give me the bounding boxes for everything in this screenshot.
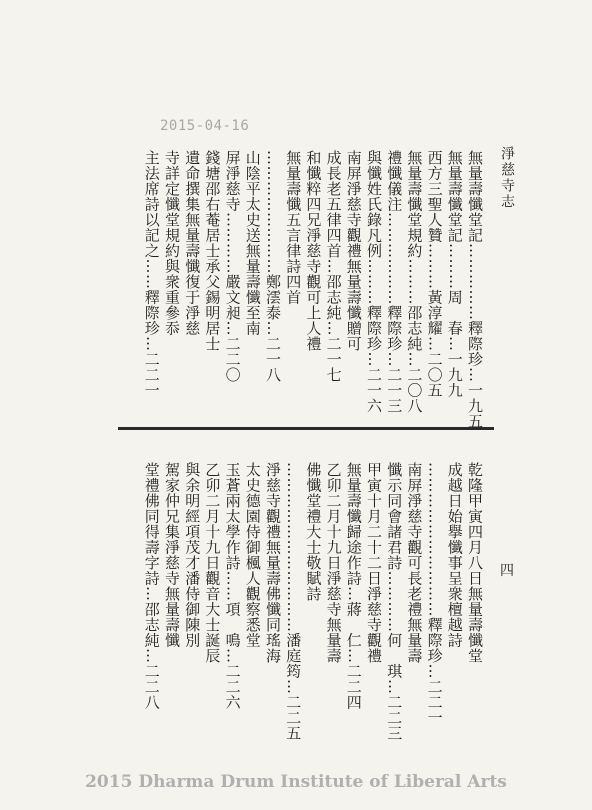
toc-entry-column: 駕家仲兄集淨慈寺無量壽懺 (163, 462, 181, 648)
toc-entry-column: ……………………………潘庭筠…二二五 (284, 462, 303, 741)
page-number: 四 (500, 563, 514, 579)
toc-entry-column: 成長老五律四首…邵志純…二一七 (324, 150, 343, 383)
toc-entry-column: 無量壽懺歸途作詩…蔣 仁…二二四 (344, 462, 363, 710)
toc-entry-column: 山陰平太史送無量壽懺至南 (243, 150, 262, 336)
toc-entry-column: 淨慈寺觀禮無量壽佛懺同瑤海 (264, 462, 282, 664)
toc-entry-column: 乾隆甲寅四月八日無量壽懺堂 (466, 462, 484, 664)
page-header-title: 淨慈寺志 (499, 146, 515, 210)
toc-entry-column: 和懺粹四兄淨慈寺觀可上人禮 (304, 150, 323, 352)
toc-entry-column: ……………………鄭澐泰…二一八 (264, 150, 282, 383)
toc-entry-column: 太史德園侍御楓人觀察悉堂 (243, 462, 262, 648)
toc-entry-column: 錢塘邵右菴居士承父錫明居士 (203, 150, 222, 352)
section-divider (118, 427, 494, 430)
toc-entry-column: 禮懺儀注………………釋際珍…二一三 (385, 150, 404, 414)
toc-entry-column: 寺詳定懺堂規約與衆重參忝 (163, 150, 181, 336)
toc-entry-column: 無量壽懺堂記………周 春…一九九 (445, 150, 464, 398)
toc-entry-column: 懺示同會諸君詩…………何 琪…二二三 (385, 462, 404, 741)
toc-entry-column: 成越日始擧懺事呈衆檀越詩 (445, 462, 464, 648)
toc-entry-column: 乙卯二月十九日淨慈寺無量壽 (324, 462, 343, 664)
watermark-footer: 2015 Dharma Drum Institute of Liberal Arts (85, 772, 507, 792)
toc-entry-column: 無量壽懺堂記……………釋際珍…一九五 (466, 150, 484, 429)
toc-entry-column: 南屏淨慈寺觀可長老禮無量壽 (405, 462, 424, 664)
toc-entry-column: 南屏淨慈寺觀禮無量壽懺贈可 (344, 150, 363, 352)
toc-entry-column: 西方三聖人贊………黃淳耀…二〇五 (425, 150, 444, 398)
toc-entry-column: 堂禮佛同得壽字詩…邵志純…二二八 (142, 462, 161, 710)
toc-entry-column: 無量壽懺五言律詩四首 (284, 150, 303, 305)
toc-entry-column: 乙卯二月十九日觀音大士誕辰 (203, 462, 222, 664)
toc-entry-column: 無量壽懺堂規約………邵志純…二〇八 (405, 150, 424, 414)
toc-entry-column: 佛懺堂禮大士敬賦詩 (304, 462, 323, 602)
date-stamp: 2015-04-16 (160, 118, 250, 134)
toc-entry-column: 甲寅十月二十二日淨慈寺觀禮 (365, 462, 383, 664)
toc-entry-column: 遺命撰集無量壽懺復于淨慈 (183, 150, 202, 336)
toc-entry-column: 與余明經項茂才潘侍御陳別 (183, 462, 202, 648)
toc-entry-column: 屏淨慈寺…………嚴文昶…二二〇 (223, 150, 242, 383)
toc-entry-column: 與懺姓氏錄凡例………釋際珍…二一六 (365, 150, 383, 414)
toc-entry-column: …………………………釋際珍…二二一 (425, 462, 444, 726)
toc-entry-column: 玉蒼兩太學作詩……項 鳴…二二六 (223, 462, 242, 710)
toc-entry-column: 主法席詩以記之……釋際珍…二二一 (142, 150, 161, 398)
